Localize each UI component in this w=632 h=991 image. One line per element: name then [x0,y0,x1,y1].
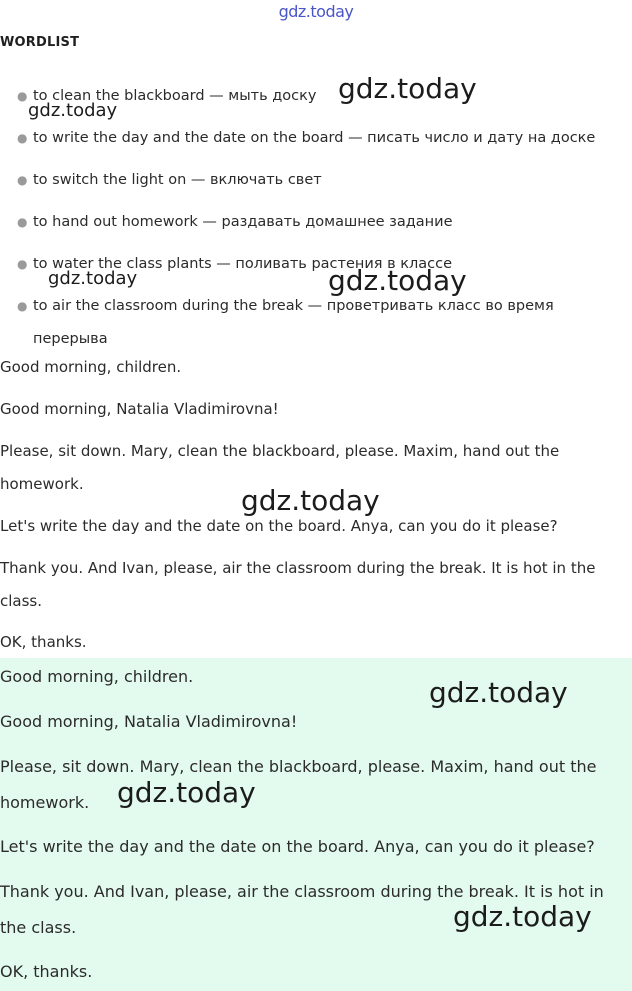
wordlist-item-text: to clean the blackboard — мыть доску [33,88,317,104]
wordlist-item-text: to hand out homework — раздавать домашнее задание [33,214,453,230]
wordlist-item-text: to water the class plants — поливать растения в классе [33,256,453,272]
watermark: gdz.today [338,72,477,105]
answer-line: Please, sit down. Mary, clean the blackboard, please. Maxim, hand out the homework. [0,757,597,812]
watermark: gdz.today [117,776,256,809]
dialogue-line: Please, sit down. Mary, clean the blackboard, please. Maxim, hand out the homework. [0,442,560,493]
bullet-icon: ● [17,89,28,103]
wordlist-item-text: to write the day and the date on the board — писать число и дату на доске [33,130,596,146]
wordlist-item [0,164,630,197]
wordlist-item [0,290,630,356]
dialogue-line: Let's write the day and the date on the board. Anya, can you do it please? [0,517,558,535]
watermark: gdz.today [429,676,568,709]
dialogue-line: Good morning, Natalia Vladimirovna! [0,400,279,418]
wordlist-item-text: to switch the light on — включать свет [33,172,322,188]
answer-block [0,658,632,991]
site-logo[interactable]: gdz.today [278,2,354,21]
wordlist-item [0,248,630,281]
bullet-icon: ● [17,173,28,187]
watermark: gdz.today [453,900,592,933]
answer-line: Good morning, children. [0,667,194,686]
bullet-icon: ● [17,215,28,229]
answer-line: Let's write the day and the date on the board. Anya, can you do it please? [0,837,595,856]
answer-line: Thank you. And Ivan, please, air the classroom during the break. It is hot in the class. [0,882,604,937]
dialogue-line: OK, thanks. [0,633,87,651]
watermark: gdz.today [48,268,138,289]
wordlist-item [0,122,630,155]
wordlist-item [0,80,630,113]
watermark: gdz.today [28,100,118,121]
bullet-icon: ● [17,299,28,313]
wordlist-heading: WORDLIST [0,35,80,50]
answer-line: Good morning, Natalia Vladimirovna! [0,712,298,731]
answer-line: OK, thanks. [0,962,93,981]
wordlist-item-text: to air the classroom during the break — проветривать класс во время перерыва [33,298,554,347]
watermark: gdz.today [328,264,467,297]
dialogue-line: Thank you. And Ivan, please, air the classroom during the break. It is hot in the class. [0,559,596,610]
bullet-icon: ● [17,257,28,271]
bullet-icon: ● [17,131,28,145]
wordlist [0,80,630,365]
watermark: gdz.today [241,484,380,517]
dialogue-line: Good morning, children. [0,358,182,376]
wordlist-item [0,206,630,239]
